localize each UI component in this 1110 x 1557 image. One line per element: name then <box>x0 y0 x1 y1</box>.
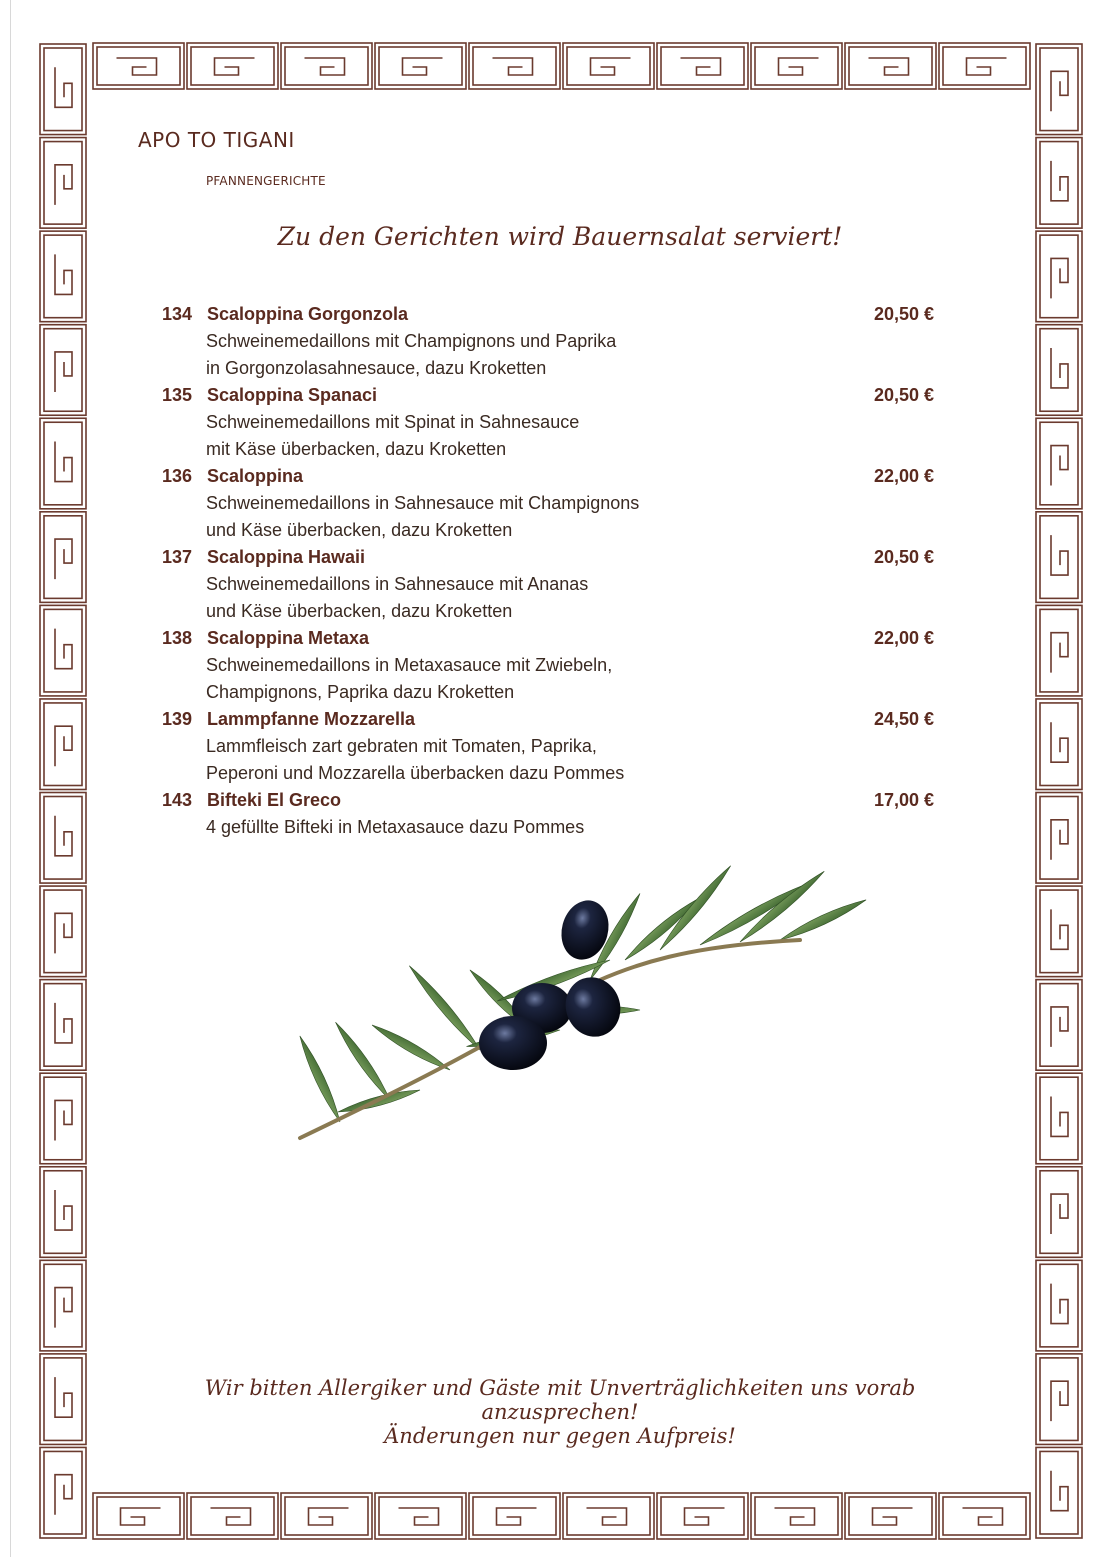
olive-fruit <box>479 1016 547 1070</box>
menu-item-price: 24,50 € <box>873 709 934 729</box>
menu-item <box>160 544 940 625</box>
border-tile <box>1040 797 1078 880</box>
border-meander <box>587 1508 627 1525</box>
border-tile <box>1040 235 1078 318</box>
border-tile <box>1040 1264 1078 1347</box>
menu-item-header <box>160 463 940 490</box>
border-tile <box>44 703 82 786</box>
border-meander <box>591 58 631 75</box>
olive-leaf <box>737 868 827 946</box>
menu-item <box>160 301 940 382</box>
border-tile <box>567 1497 650 1535</box>
border-tile <box>1036 1167 1082 1258</box>
menu-item-number: 135 <box>162 385 193 405</box>
menu-item-name: Lammpfanne Mozzarella <box>207 709 416 729</box>
border-tile <box>1036 418 1082 509</box>
menu-item-description: mit Käse überbacken, dazu Kroketten <box>206 439 507 459</box>
menu-item-name: Scaloppina Metaxa <box>207 628 370 648</box>
border-meander <box>873 1508 913 1525</box>
border-tile <box>939 1493 1030 1539</box>
menu-item-description: Schweinemedaillons mit Spinat in Sahnesauce <box>206 412 580 432</box>
border-meander <box>55 629 72 669</box>
border-tile <box>1036 231 1082 322</box>
border-meander <box>117 58 157 75</box>
border-tile <box>1040 1451 1078 1534</box>
border-tile <box>1040 48 1078 131</box>
menu-item-description: Champignons, Paprika dazu Kroketten <box>206 682 515 702</box>
menu-item-header <box>160 706 940 733</box>
menu-item-description: in Gorgonzolasahnesauce, dazu Kroketten <box>206 358 547 378</box>
border-tile <box>473 47 556 85</box>
border-meander <box>55 67 72 107</box>
border-tile <box>849 47 932 85</box>
olive-leaf <box>296 1034 344 1124</box>
border-tile <box>44 142 82 225</box>
border-tile <box>40 325 86 416</box>
border-tile <box>97 47 180 85</box>
border-tile <box>943 1497 1026 1535</box>
menu-item-number: 138 <box>162 628 193 648</box>
border-meander <box>1051 1194 1068 1234</box>
border-tile <box>191 1497 274 1535</box>
border-tile <box>845 43 936 89</box>
border-meander <box>1051 1096 1068 1136</box>
salad-notice: Zu den Gerichten wird Bauernsalat serviert! <box>277 222 843 251</box>
border-meander <box>55 352 72 392</box>
menu-item-price: 17,00 € <box>873 790 934 810</box>
border-tile <box>40 699 86 790</box>
menu-item-number: 134 <box>162 304 193 324</box>
menu-item-number: 137 <box>162 547 193 567</box>
border-meander <box>681 58 721 75</box>
border-tile <box>187 1493 278 1539</box>
border-meander <box>869 58 909 75</box>
border-meander <box>121 1508 161 1525</box>
border-meander <box>55 539 72 579</box>
border-tile <box>1036 886 1082 977</box>
border-tile <box>44 609 82 692</box>
border-tile <box>657 43 748 89</box>
border-meander <box>1051 161 1068 201</box>
border-tile <box>1036 605 1082 696</box>
border-tile <box>281 43 372 89</box>
border-tile <box>1036 1447 1082 1538</box>
border-tile <box>661 1497 744 1535</box>
border-meander <box>399 1508 439 1525</box>
section-title: APO TO TIGANI <box>138 128 295 152</box>
border-tile <box>755 47 838 85</box>
border-tile <box>44 797 82 880</box>
border-tile <box>44 1077 82 1160</box>
border-tile <box>469 43 560 89</box>
border-tile <box>1040 422 1078 505</box>
border-tile <box>44 1264 82 1347</box>
border-meander <box>1051 348 1068 388</box>
menu-item-header <box>160 382 940 409</box>
border-tile <box>1040 703 1078 786</box>
border-tile <box>563 1493 654 1539</box>
border-meander <box>1051 71 1068 111</box>
border-tile <box>1040 516 1078 599</box>
border-meander <box>1051 446 1068 486</box>
changes-note: Änderungen nur gegen Aufpreis! <box>384 1424 736 1448</box>
border-meander <box>55 1377 72 1417</box>
border-tile <box>849 1497 932 1535</box>
allergy-note: Wir bitten Allergiker und Gäste mit Unverträglichkeiten uns vorab anzusprechen! <box>204 1376 916 1424</box>
border-tile <box>281 1493 372 1539</box>
border-tile <box>285 1497 368 1535</box>
menu-item-description: Schweinemedaillons in Sahnesauce mit Champignons <box>206 493 640 513</box>
border-meander <box>403 58 443 75</box>
menu-item-description: und Käse überbacken, dazu Kroketten <box>206 520 513 540</box>
border-tile <box>375 43 466 89</box>
border-tile <box>40 1354 86 1445</box>
border-tile <box>44 235 82 318</box>
border-meander <box>55 913 72 953</box>
border-meander <box>779 58 819 75</box>
border-meander <box>211 1508 251 1525</box>
menu-item-description: 4 gefüllte Bifteki in Metaxasauce dazu Pommes <box>206 817 585 837</box>
border-tile <box>751 43 842 89</box>
border-tile <box>40 1260 86 1351</box>
border-meander <box>1051 258 1068 298</box>
border-tile <box>567 47 650 85</box>
border-meander <box>967 58 1007 75</box>
border-tile <box>1040 984 1078 1067</box>
border-tile <box>44 1358 82 1441</box>
border-tile <box>40 980 86 1071</box>
menu-item <box>160 625 940 706</box>
border-meander <box>55 254 72 294</box>
border-tile <box>1036 793 1082 884</box>
border-tile <box>1036 138 1082 229</box>
border-tile <box>1040 1358 1078 1441</box>
border-tile <box>943 47 1026 85</box>
border-meander <box>55 1003 72 1043</box>
border-tile <box>1040 1077 1078 1160</box>
menu-item <box>160 382 940 463</box>
border-tile <box>40 1073 86 1164</box>
border-tile <box>469 1493 560 1539</box>
menu-item-description: Peperoni und Mozzarella überbacken dazu Pommes <box>206 763 625 783</box>
menu-item-number: 136 <box>162 466 193 486</box>
menu-item-name: Scaloppina Hawaii <box>207 547 366 567</box>
border-meander <box>1051 1284 1068 1324</box>
border-meander <box>55 1475 72 1515</box>
border-tile <box>40 1167 86 1258</box>
border-tile <box>375 1493 466 1539</box>
border-meander <box>1051 1007 1068 1047</box>
border-meander <box>963 1508 1003 1525</box>
menu-list <box>160 301 940 841</box>
olive-leaf <box>406 963 484 1053</box>
menu-item-description: Schweinemedaillons mit Champignons und Paprika <box>206 331 617 351</box>
border-tile <box>40 793 86 884</box>
border-tile <box>1040 890 1078 973</box>
menu-item-price: 20,50 € <box>873 304 934 324</box>
border-meander <box>685 1508 725 1525</box>
menu-item-description: Lammfleisch zart gebraten mit Tomaten, Paprika, <box>206 736 597 756</box>
border-meander <box>55 816 72 856</box>
menu-item-description: und Käse überbacken, dazu Kroketten <box>206 601 513 621</box>
border-meander <box>55 1100 72 1140</box>
border-tile <box>40 1447 86 1538</box>
menu-item <box>160 787 940 841</box>
border-tile <box>44 1171 82 1254</box>
menu-item-name: Scaloppina <box>207 466 304 486</box>
border-tile <box>40 231 86 322</box>
border-meander <box>55 442 72 482</box>
border-tile <box>44 1451 82 1534</box>
menu-item <box>160 706 940 787</box>
menu-item-description: Schweinemedaillons in Metaxasauce mit Zwiebeln, <box>206 655 613 675</box>
border-meander <box>305 58 345 75</box>
border-meander <box>55 165 72 205</box>
menu-item-header <box>160 301 940 328</box>
menu-item-name: Scaloppina Gorgonzola <box>207 304 409 324</box>
border-tile <box>44 422 82 505</box>
border-meander <box>1051 633 1068 673</box>
border-tile <box>657 1493 748 1539</box>
border-meander <box>493 58 533 75</box>
border-tile <box>44 984 82 1067</box>
border-tile <box>187 43 278 89</box>
border-tile <box>755 1497 838 1535</box>
border-meander <box>309 1508 349 1525</box>
menu-item-number: 139 <box>162 709 193 729</box>
section-subtitle: PFANNENGERICHTE <box>206 174 326 188</box>
border-tile <box>1036 699 1082 790</box>
menu-item-price: 22,00 € <box>873 628 934 648</box>
border-tile <box>44 516 82 599</box>
border-meander <box>55 1190 72 1230</box>
border-tile <box>751 1493 842 1539</box>
border-tile <box>93 43 184 89</box>
border-meander <box>1051 1471 1068 1511</box>
menu-item-price: 20,50 € <box>873 385 934 405</box>
border-tile <box>44 890 82 973</box>
olive-stem <box>300 940 800 1138</box>
border-tile <box>40 418 86 509</box>
border-meander <box>1051 535 1068 575</box>
border-tile <box>1036 512 1082 603</box>
menu-item-name: Scaloppina Spanaci <box>207 385 378 405</box>
border-tile <box>97 1497 180 1535</box>
border-tile <box>845 1493 936 1539</box>
border-meander <box>1051 909 1068 949</box>
menu-item-price: 20,50 € <box>873 547 934 567</box>
border-tile <box>563 43 654 89</box>
menu-item-header <box>160 625 940 652</box>
border-tile <box>1036 44 1082 135</box>
border-tile <box>1036 1354 1082 1445</box>
border-tile <box>40 605 86 696</box>
border-tile <box>1036 1260 1082 1351</box>
border-tile <box>191 47 274 85</box>
border-meander <box>215 58 255 75</box>
border-meander <box>1051 1381 1068 1421</box>
menu-item-header <box>160 544 940 571</box>
olive-fruit <box>557 970 628 1045</box>
border-tile <box>40 138 86 229</box>
menu-item-number: 143 <box>162 790 193 810</box>
border-tile <box>40 886 86 977</box>
menu-item-header <box>160 787 940 814</box>
border-tile <box>379 1497 462 1535</box>
border-meander <box>497 1508 537 1525</box>
border-tile <box>285 47 368 85</box>
border-tile <box>473 1497 556 1535</box>
border-tile <box>1036 980 1082 1071</box>
border-tile <box>1040 329 1078 412</box>
border-tile <box>1036 1073 1082 1164</box>
border-tile <box>1040 609 1078 692</box>
menu-item-name: Bifteki El Greco <box>207 790 342 810</box>
border-tile <box>1040 142 1078 225</box>
border-tile <box>40 44 86 135</box>
border-meander <box>55 726 72 766</box>
border-meander <box>775 1508 815 1525</box>
border-tile <box>40 512 86 603</box>
border-meander <box>1051 820 1068 860</box>
border-tile <box>661 47 744 85</box>
border-meander <box>55 1288 72 1328</box>
border-tile <box>1036 325 1082 416</box>
border-tile <box>1040 1171 1078 1254</box>
border-tile <box>44 48 82 131</box>
olive-branch-image <box>280 860 880 1170</box>
menu-item-price: 22,00 € <box>873 466 934 486</box>
menu-item-description: Schweinemedaillons in Sahnesauce mit Ananas <box>206 574 589 594</box>
border-tile <box>379 47 462 85</box>
border-meander <box>1051 722 1068 762</box>
border-tile <box>44 329 82 412</box>
menu-item <box>160 463 940 544</box>
border-tile <box>939 43 1030 89</box>
olive-leaf <box>370 1021 452 1074</box>
border-tile <box>93 1493 184 1539</box>
olive-leaf <box>657 863 735 953</box>
